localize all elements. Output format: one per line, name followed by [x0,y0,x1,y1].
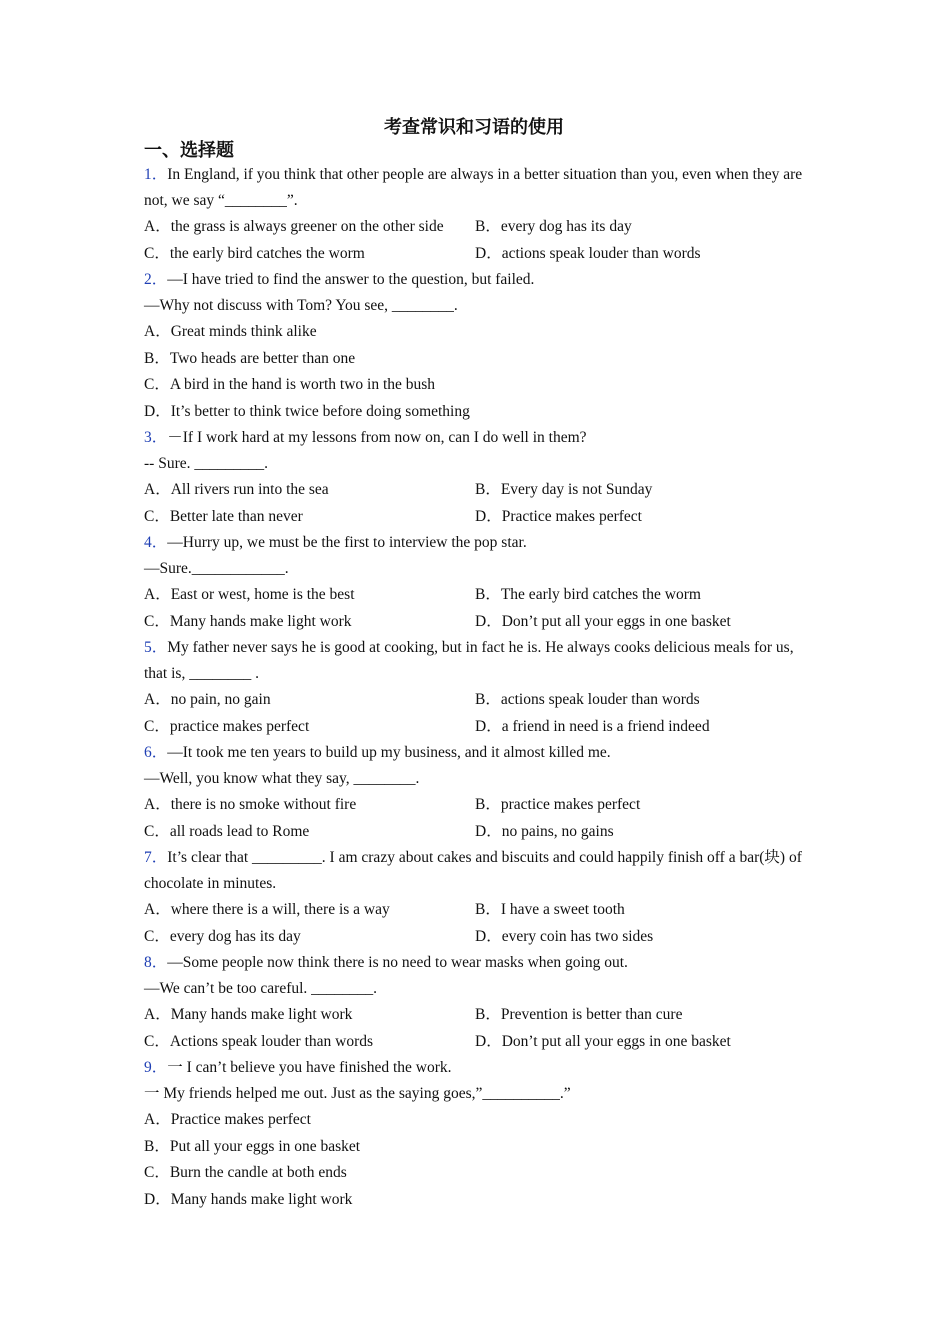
options-row [144,477,804,504]
option-a[interactable]: A．Practice makes perfect [144,1111,311,1128]
option-a[interactable]: A．there is no smoke without fire [144,796,357,813]
question-stem-reply: —Well, you know what they say, ________. [144,770,420,787]
question-6 [144,740,804,766]
option-a[interactable]: A．no pain, no gain [144,691,271,708]
options-row [144,924,804,951]
options-row [144,714,804,741]
option-a[interactable]: A．Many hands make light work [144,1006,353,1023]
question-stem: In England, if you think that other people are always in a better situation than you, even when they are not, we say “________”. [144,166,803,209]
question-number: 9． [144,1059,168,1076]
question-stem-reply: —Why not discuss with Tom? You see, ________. [144,297,458,314]
option-a[interactable]: A．the grass is always greener on the other side [144,218,444,235]
options-row [144,241,804,268]
option-c[interactable]: C．Burn the candle at both ends [144,1164,347,1181]
options-row [144,504,804,531]
question-5 [144,635,804,687]
question-4 [144,530,804,556]
option-a[interactable]: A．Great minds think alike [144,323,317,340]
question-1 [144,162,804,214]
option-c[interactable]: C．all roads lead to Rome [144,822,310,840]
question-stem-reply: -- Sure. _________. [144,455,268,472]
option-d[interactable]: D．every coin has two sides [475,927,654,945]
option-a[interactable]: A．East or west, home is the best [144,586,355,603]
question-stem: —Some people now think there is no need to wear masks when going out. [167,954,628,971]
option-b[interactable]: B．practice makes perfect [475,796,641,813]
options-row [144,897,804,924]
section-heading: 一、选择题 [144,140,234,160]
page-title: 考查常识和习语的使用 [384,117,564,137]
question-stem: —Hurry up, we must be the first to interview the pop star. [167,534,527,551]
question-9 [144,1055,804,1081]
option-b[interactable]: B．actions speak louder than words [475,691,700,708]
question-number: 3． [144,429,168,446]
options-row [144,609,804,636]
question-stem-reply: 一 My friends helped me out. Just as the saying goes,”__________.” [144,1085,571,1102]
option-c[interactable]: C．every dog has its day [144,927,301,945]
question-number: 1． [144,166,168,183]
options-row [144,687,804,714]
question-3 [144,425,804,451]
option-b[interactable]: B．Prevention is better than cure [475,1006,683,1023]
option-d[interactable]: D．Practice makes perfect [475,507,642,525]
option-c[interactable]: C．Many hands make light work [144,612,352,630]
worksheet-page [144,114,804,1213]
question-number: 6． [144,744,168,761]
option-c[interactable]: C．practice makes perfect [144,717,310,735]
question-number: 2． [144,271,168,288]
option-b[interactable]: B．Every day is not Sunday [475,481,653,498]
question-stem-reply: —Sure.____________. [144,560,289,577]
question-number: 4． [144,534,168,551]
option-c[interactable]: C．Actions speak louder than words [144,1032,374,1050]
option-d[interactable]: D．It’s better to think twice before doing something [144,402,470,420]
options-row [144,582,804,609]
question-2 [144,267,804,293]
question-stem: It’s clear that _________. I am crazy about cakes and biscuits and could happily finish off a bar(块) of chocolate in minutes. [144,849,802,892]
options-row [144,214,804,241]
option-b[interactable]: B．Two heads are better than one [144,349,356,367]
option-c[interactable]: C．the early bird catches the worm [144,244,365,262]
options-row [144,1029,804,1056]
option-b[interactable]: B．The early bird catches the worm [475,586,701,603]
option-b[interactable]: B．Put all your eggs in one basket [144,1137,361,1155]
question-stem: —It took me ten years to build up my business, and it almost killed me. [167,744,611,761]
options-row [144,792,804,819]
question-8 [144,950,804,976]
option-d[interactable]: D．actions speak louder than words [475,244,701,262]
question-stem: －If I work hard at my lessons from now on, can I do well in them? [167,429,587,446]
question-stem-reply: —We can’t be too careful. ________. [144,980,378,997]
option-c[interactable]: C．Better late than never [144,507,303,525]
question-stem: My father never says he is good at cooking, but in fact he is. He always cooks delicious meals for us, that is, ________ . [144,639,794,682]
option-d[interactable]: D．Don’t put all your eggs in one basket [475,1032,731,1050]
option-d[interactable]: D．a friend in need is a friend indeed [475,717,710,735]
option-d[interactable]: D．Don’t put all your eggs in one basket [475,612,731,630]
question-number: 7． [144,849,168,866]
options-row [144,819,804,846]
question-stem: —I have tried to find the answer to the question, but failed. [167,271,535,288]
options-row [144,1002,804,1029]
option-c[interactable]: C．A bird in the hand is worth two in the bush [144,376,436,393]
option-a[interactable]: A．All rivers run into the sea [144,481,329,498]
option-d[interactable]: D．no pains, no gains [475,822,614,840]
question-stem: 一 I can’t believe you have finished the work. [167,1059,452,1076]
question-number: 5． [144,639,168,656]
option-d[interactable]: D．Many hands make light work [144,1190,353,1208]
option-b[interactable]: B．every dog has its day [475,218,632,235]
question-number: 8． [144,954,168,971]
option-a[interactable]: A．where there is a will, there is a way [144,901,390,918]
question-7 [144,845,804,897]
option-b[interactable]: B．I have a sweet tooth [475,901,625,918]
